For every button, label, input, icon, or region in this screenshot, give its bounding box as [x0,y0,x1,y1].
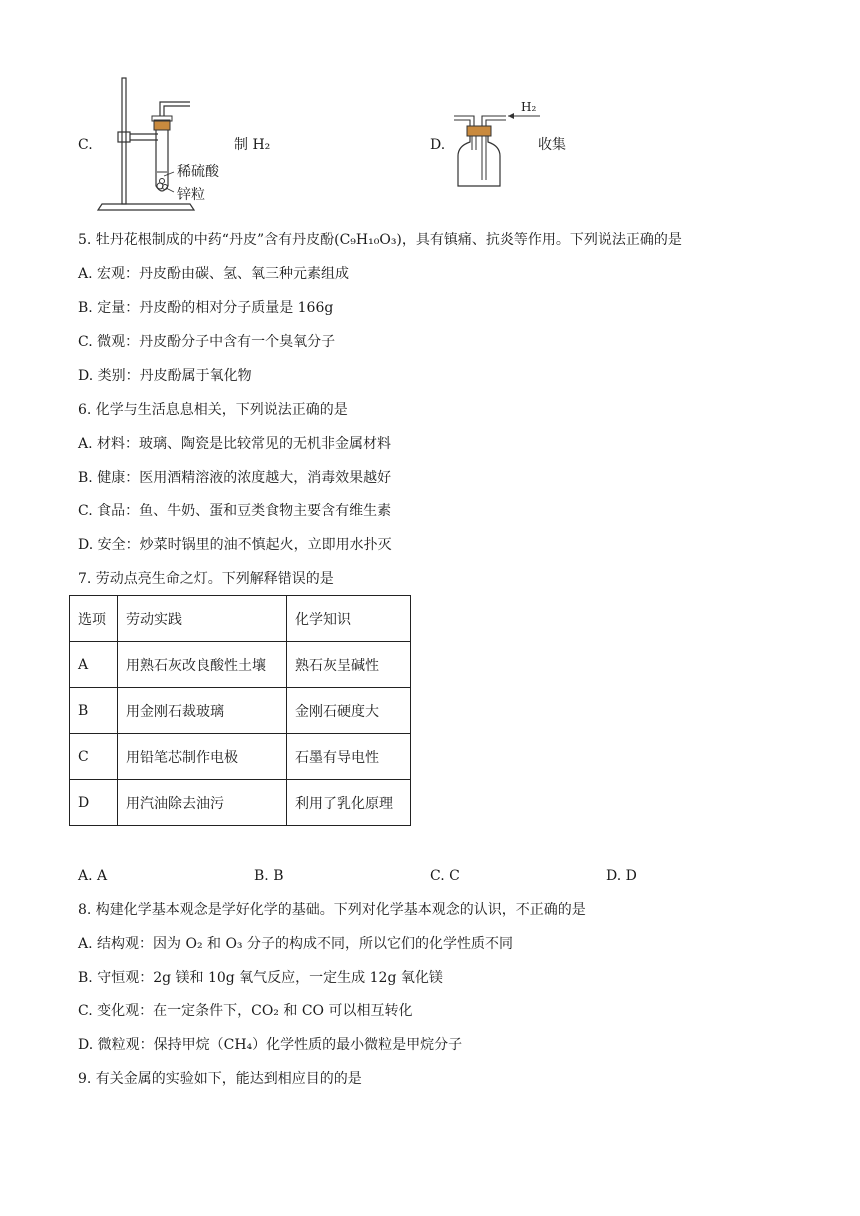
table-cell: C [70,734,118,780]
table-cell: B [70,688,118,734]
table-cell: 石墨有导电性 [287,734,411,780]
option-d-label: 收集 [538,137,566,153]
q5-option-a: A. 宏观：丹皮酚由碳、氢、氧三种元素组成 [78,266,350,282]
q7-answer-c: C. C [430,868,460,884]
q6-option-c: C. 食品：鱼、牛奶、蛋和豆类食物主要含有维生素 [78,503,392,519]
q8-stem: 8. 构建化学基本观念是学好化学的基础。下列对化学基本观念的认识，不正确的是 [78,902,586,918]
q7-table [69,595,411,826]
q5-stem: 5. 牡丹花根制成的中药“丹皮”含有丹皮酚(C₉H₁₀O₃)，具有镇痛、抗炎等作用。下列说法正确的是 [78,232,682,248]
table-row [70,688,411,734]
table-row [70,780,411,826]
table-row [70,642,411,688]
q7-answer-b: B. B [254,868,284,884]
table-cell: 金刚石硬度大 [287,688,411,734]
hydrogen-generator-diagram [98,76,228,216]
q5-option-d: D. 类别：丹皮酚属于氧化物 [78,368,252,384]
table-cell: A [70,642,118,688]
q9-stem: 9. 有关金属的实验如下，能达到相应目的的是 [78,1071,362,1087]
option-c-letter: C. [78,137,93,153]
table-cell: 用熟石灰改良酸性土壤 [118,642,287,688]
hydrogen-gas-label: H₂ [521,100,537,114]
table-header-cell: 选项 [70,596,118,642]
q6-option-b: B. 健康：医用酒精溶液的浓度越大，消毒效果越好 [78,470,392,486]
table-header-cell: 化学知识 [287,596,411,642]
zinc-granule-label: 锌粒 [177,187,205,203]
q5-option-c: C. 微观：丹皮酚分子中含有一个臭氧分子 [78,334,336,350]
table-cell: 利用了乳化原理 [287,780,411,826]
table-cell: 用金刚石裁玻璃 [118,688,287,734]
q6-option-a: A. 材料：玻璃、陶瓷是比较常见的无机非金属材料 [78,436,392,452]
q5-option-b: B. 定量：丹皮酚的相对分子质量是 166g [78,300,334,316]
option-d-letter: D. [430,137,446,153]
q7-answer-d: D. D [606,868,637,884]
table-header-row [70,596,411,642]
q7-stem: 7. 劳动点亮生命之灯。下列解释错误的是 [78,571,334,587]
table-cell: D [70,780,118,826]
dilute-sulfuric-acid-label: 稀硫酸 [177,164,219,180]
table-cell: 熟石灰呈碱性 [287,642,411,688]
table-cell: 用汽油除去油污 [118,780,287,826]
option-c-label: 制 H₂ [234,137,271,153]
q8-option-d: D. 微粒观：保持甲烷（CH₄）化学性质的最小微粒是甲烷分子 [78,1037,463,1053]
table-row [70,734,411,780]
table-cell: 用铅笔芯制作电极 [118,734,287,780]
q8-option-b: B. 守恒观：2g 镁和 10g 氧气反应，一定生成 12g 氧化镁 [78,970,443,986]
q8-option-c: C. 变化观：在一定条件下，CO₂ 和 CO 可以相互转化 [78,1003,413,1019]
q6-option-d: D. 安全：炒菜时锅里的油不慎起火，立即用水扑灭 [78,537,392,553]
table-header-cell: 劳动实践 [118,596,287,642]
q8-option-a: A. 结构观：因为 O₂ 和 O₃ 分子的构成不同，所以它们的化学性质不同 [78,936,513,952]
q6-stem: 6. 化学与生活息息相关，下列说法正确的是 [78,402,348,418]
q7-answer-a: A. A [78,868,108,884]
